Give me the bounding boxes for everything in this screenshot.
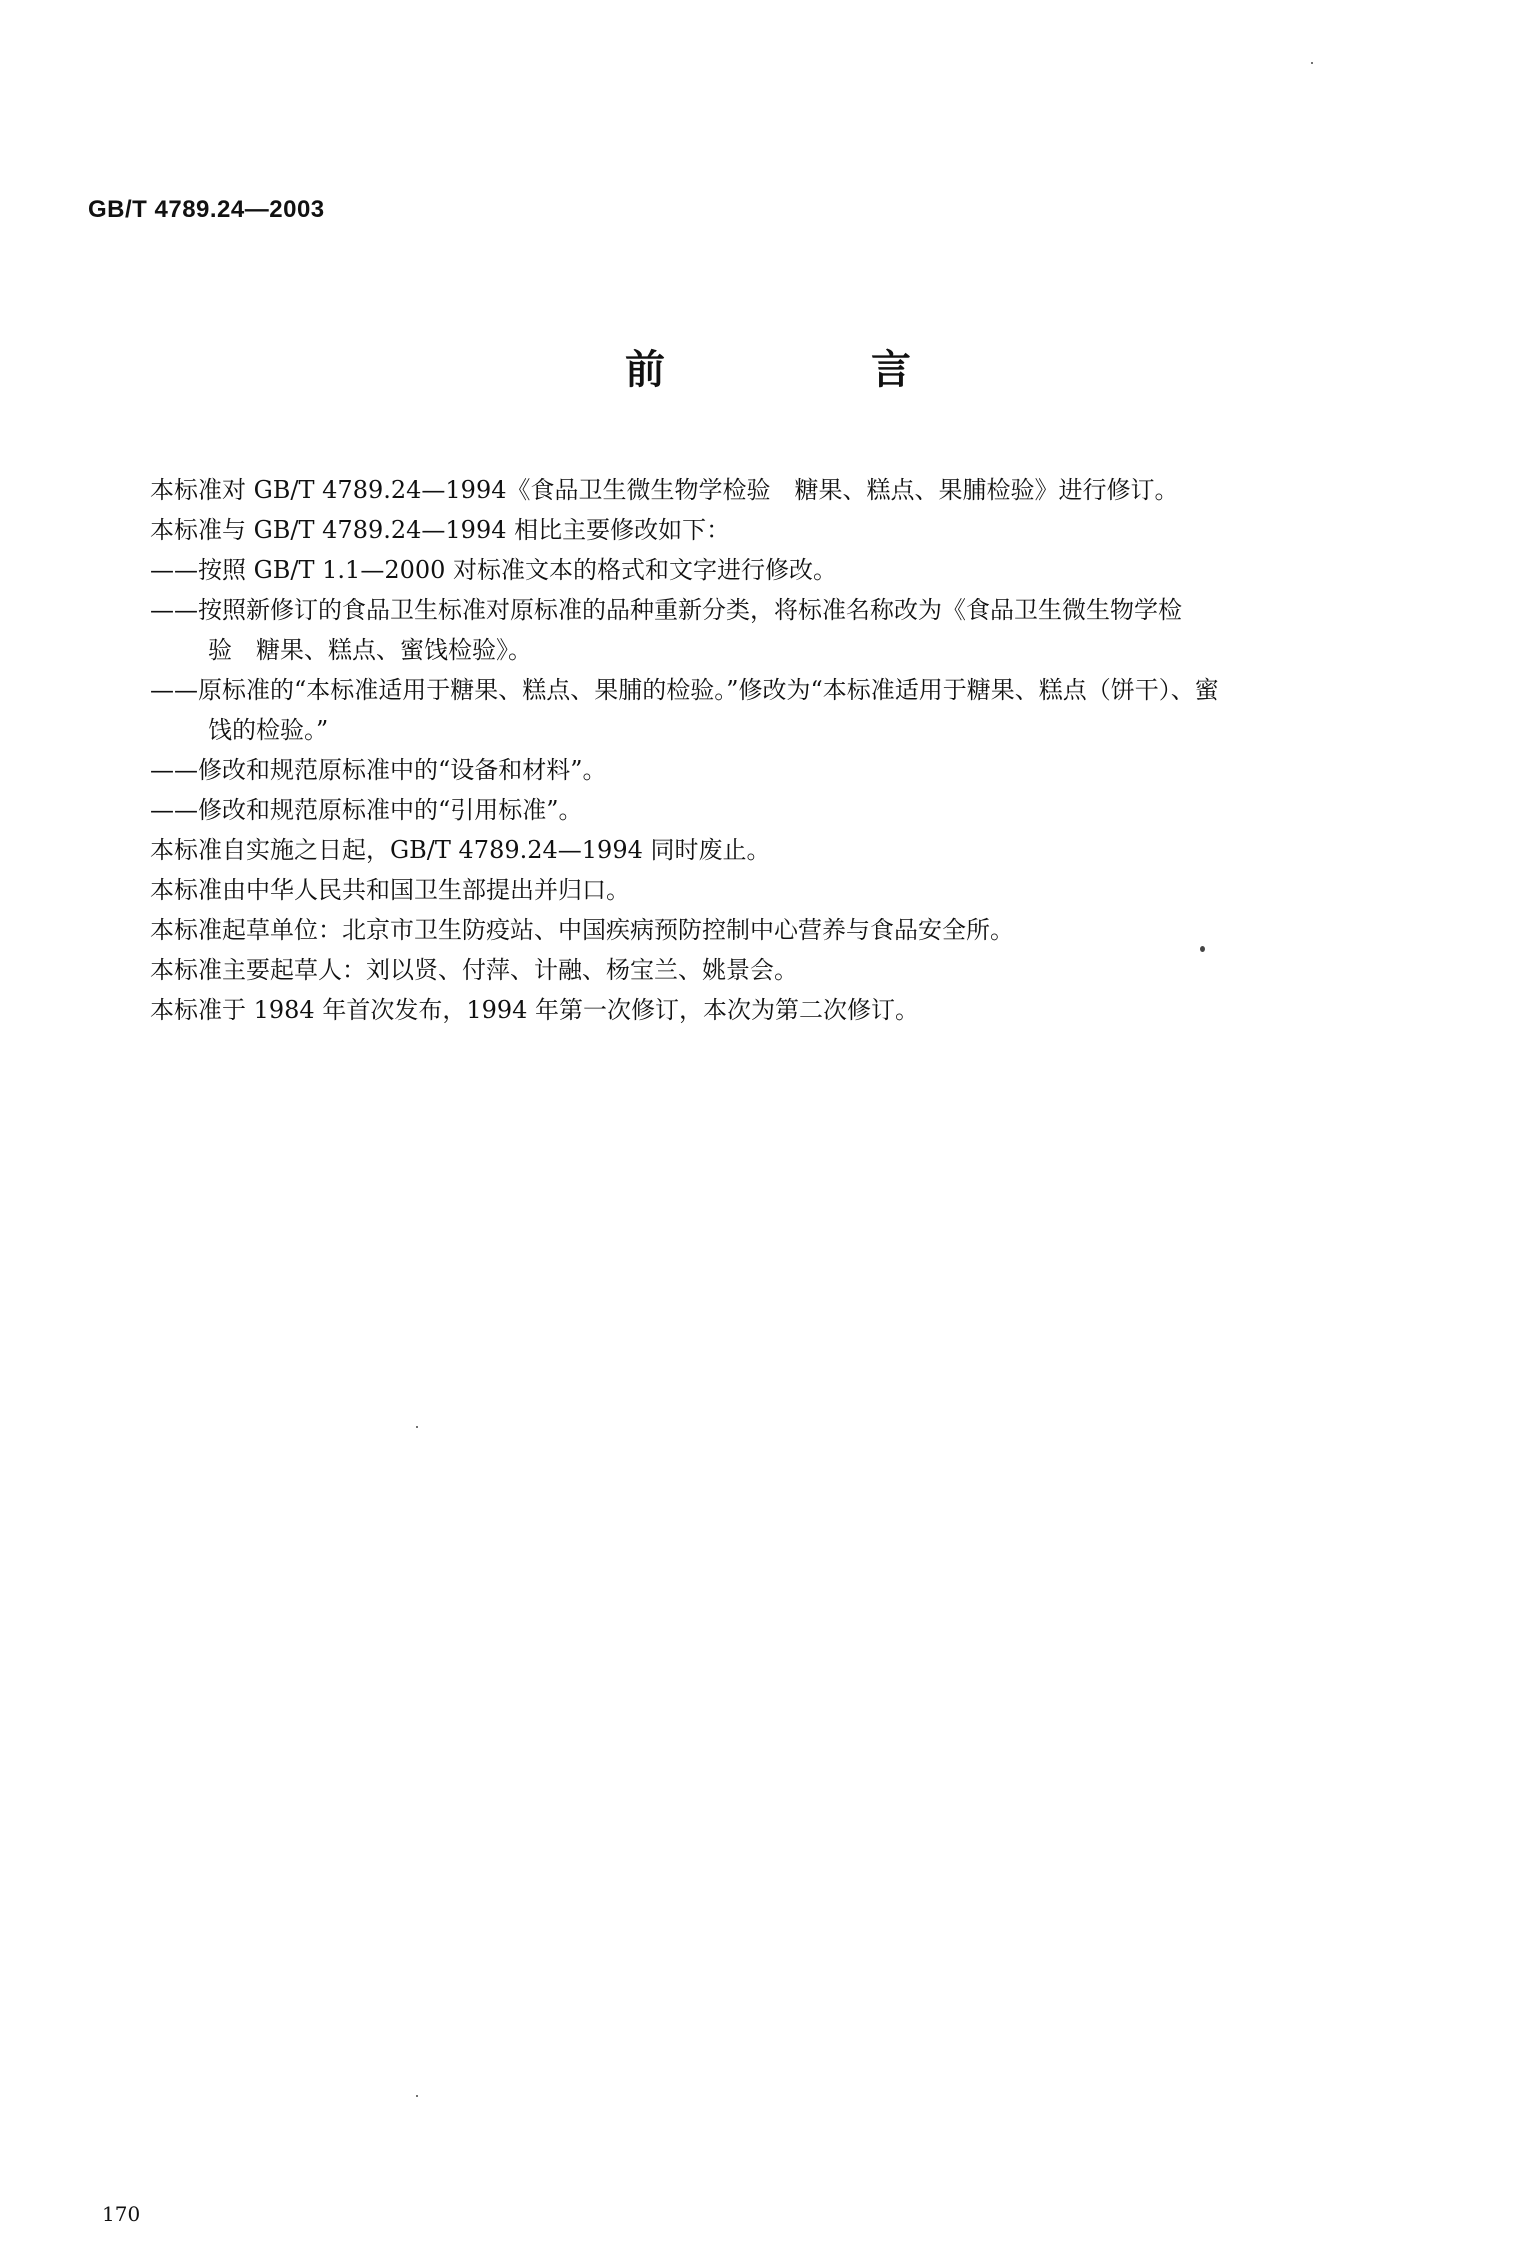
scan-speck — [1200, 946, 1205, 952]
paragraph-supersedes: 本标准自实施之日起，GB/T 4789.24—1994 同时废止。 — [150, 836, 771, 864]
dash-marker: —— — [150, 676, 198, 704]
list-item-text: 按照新修订的食品卫生标准对原标准的品种重新分类，将标准名称改为《食品卫生微生物学检 — [198, 596, 1182, 624]
standard-code: GB/T 4789.24—2003 — [88, 196, 325, 223]
dash-marker: —— — [150, 796, 198, 824]
list-item-text: 原标准的“本标准适用于糖果、糕点、果脯的检验。”修改为“本标准适用于糖果、糕点（饼干）、蜜 — [198, 676, 1219, 704]
list-item — [150, 550, 1390, 590]
list-item-text: 按照 GB/T 1.1—2000 对标准文本的格式和文字进行修改。 — [198, 556, 838, 584]
page-title: 前 言 — [625, 347, 1007, 393]
scan-speck — [416, 2095, 418, 2097]
list-item — [150, 790, 1390, 830]
dash-marker: —— — [150, 596, 198, 624]
paragraph-drafting-units: 本标准起草单位：北京市卫生防疫站、中国疾病预防控制中心营养与食品安全所。 — [150, 916, 1014, 944]
list-item-continuation: 饯的检验。” — [208, 716, 329, 744]
list-item — [150, 750, 1390, 790]
paragraph-history: 本标准于 1984 年首次发布，1994 年第一次修订，本次为第二次修订。 — [150, 996, 920, 1024]
list-item — [150, 670, 1390, 750]
page-number: 170 — [102, 2202, 141, 2226]
list-item-text: 修改和规范原标准中的“引用标准”。 — [198, 796, 583, 824]
paragraph-proposer: 本标准由中华人民共和国卫生部提出并归口。 — [150, 876, 630, 904]
dash-marker: —— — [150, 556, 198, 584]
dash-marker: —— — [150, 756, 198, 784]
list-item-text: 修改和规范原标准中的“设备和材料”。 — [198, 756, 607, 784]
paragraph-revision: 本标准对 GB/T 4789.24—1994《食品卫生微生物学检验 糖果、糕点、果脯检验》进行修订。 — [150, 476, 1179, 504]
paragraph-drafters: 本标准主要起草人：刘以贤、付萍、计融、杨宝兰、姚景会。 — [150, 956, 798, 984]
scan-speck — [416, 1426, 418, 1428]
list-item-continuation: 验 糖果、糕点、蜜饯检验》。 — [208, 636, 532, 664]
list-item — [150, 590, 1390, 670]
scan-speck — [1311, 62, 1313, 64]
paragraph-changes-intro: 本标准与 GB/T 4789.24—1994 相比主要修改如下： — [150, 516, 731, 544]
